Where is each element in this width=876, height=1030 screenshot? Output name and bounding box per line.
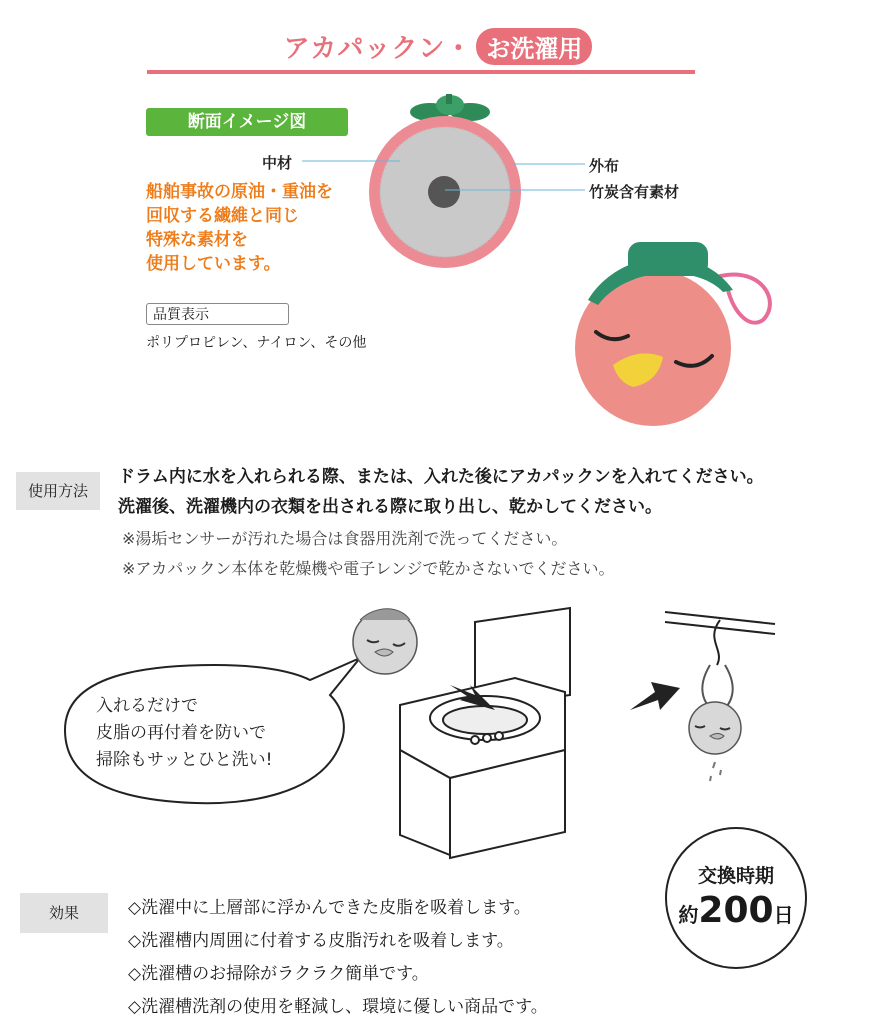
exchange-label: 交換時期 xyxy=(697,865,774,887)
bubble-text: 入れるだけで 皮脂の再付着を防いで 掃除もサッとひと洗い! xyxy=(96,696,273,770)
exchange-prefix: 約 xyxy=(678,903,699,927)
cross-section-badge: 断面イメージ図 xyxy=(146,108,348,136)
effect-badge: 効果 xyxy=(20,893,108,933)
label-core: 中材 xyxy=(262,154,293,172)
product-illustration xyxy=(558,230,783,430)
hanging-bar-icon xyxy=(665,612,775,665)
usage-notes: ※湯垢センサーが汚れた場合は食器用洗剤で洗ってください。 ※アカパックン本体を乾燥機や電子レンジで乾かさないでください。 xyxy=(122,529,615,578)
effect-item: ◇洗濯槽洗剤の使用を軽減し、環境に優しい商品です。 xyxy=(128,997,548,1017)
exchange-unit: 日 xyxy=(773,903,794,927)
title-pill: お洗濯用 xyxy=(476,28,592,65)
exchange-period-badge xyxy=(665,827,807,969)
swing-arrow-icon xyxy=(630,682,680,710)
label-charcoal: 竹炭含有素材 xyxy=(589,183,680,201)
effect-item: ◇洗濯槽のお掃除がラクラク簡単です。 xyxy=(128,964,429,984)
effect-list xyxy=(128,892,548,1024)
material-description: 船舶事故の原油・重油を 回収する繊維と同じ 特殊な素材を 使用しています。 xyxy=(146,182,333,274)
effect-item: ◇洗濯槽内周囲に付着する皮脂汚れを吸着します。 xyxy=(128,931,514,951)
label-outer: 外布 xyxy=(589,157,620,175)
page-title xyxy=(0,28,876,65)
quality-value: ポリプロピレン、ナイロン、その他 xyxy=(146,335,367,351)
title-underline xyxy=(147,70,695,74)
usage-instructions: ドラム内に水を入れられる際、または、入れた後にアカパックンを入れてください。 洗濯後、洗濯機内の衣類を出される際に取り出し、乾かしてください。 xyxy=(118,467,764,517)
usage-badge: 使用方法 xyxy=(16,472,100,510)
title-main: アカパックン・ xyxy=(283,34,473,64)
effect-item: ◇洗濯中に上層部に浮かんできた皮脂を吸着します。 xyxy=(128,898,531,918)
quality-label-box: 品質表示 xyxy=(146,303,289,325)
leader-lines xyxy=(300,150,590,200)
character-icon xyxy=(353,609,417,674)
hanging-character-icon xyxy=(689,665,741,781)
washing-machine-icon xyxy=(400,608,570,858)
exchange-number: 200 xyxy=(698,890,774,931)
